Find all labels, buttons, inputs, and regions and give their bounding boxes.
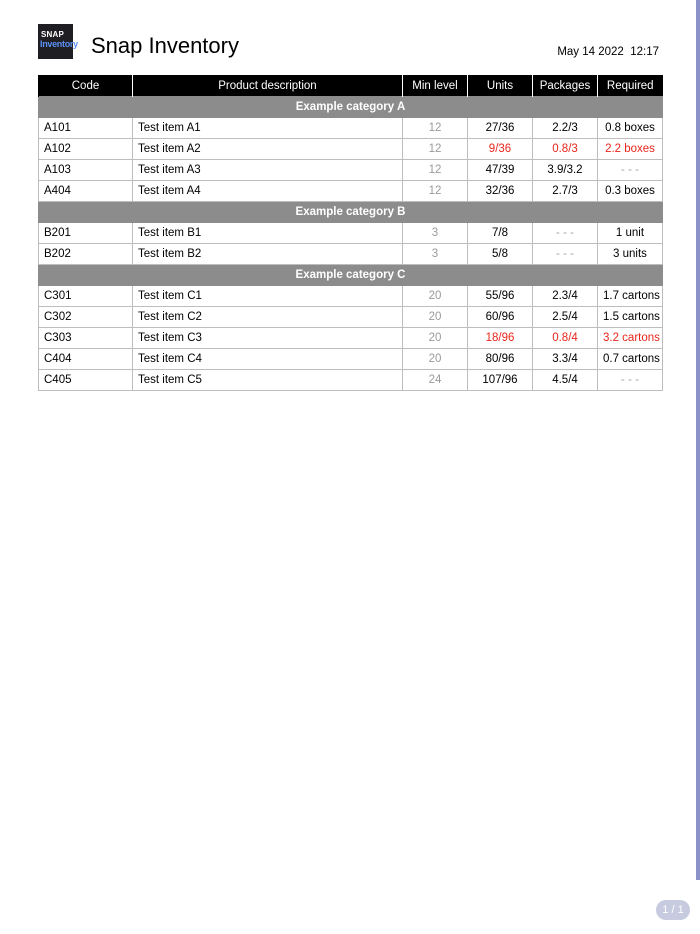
cell-required: 1 unit (598, 223, 663, 244)
cell-units: 27/36 (468, 118, 533, 139)
cell-required: - - - (598, 370, 663, 391)
table-row (39, 307, 663, 328)
category-row (39, 202, 663, 223)
cell-min-level: 20 (403, 349, 468, 370)
cell-min-level: 12 (403, 181, 468, 202)
cell-min-level: 20 (403, 307, 468, 328)
table-body (39, 97, 663, 391)
table-row (39, 139, 663, 160)
cell-packages: 3.9/3.2 (533, 160, 598, 181)
cell-code: A103 (39, 160, 133, 181)
cell-units: 60/96 (468, 307, 533, 328)
cell-required: 1.5 cartons (598, 307, 663, 328)
table-row (39, 223, 663, 244)
cell-required: 3 units (598, 244, 663, 265)
inventory-table (38, 75, 663, 391)
cell-description: Test item A4 (133, 181, 403, 202)
cell-code: B201 (39, 223, 133, 244)
table-row (39, 181, 663, 202)
cell-units: 7/8 (468, 223, 533, 244)
cell-code: A404 (39, 181, 133, 202)
cell-packages: - - - (533, 244, 598, 265)
table-row (39, 328, 663, 349)
cell-min-level: 3 (403, 244, 468, 265)
cell-units: 47/39 (468, 160, 533, 181)
cell-units: 5/8 (468, 244, 533, 265)
cell-units: 107/96 (468, 370, 533, 391)
table-row (39, 370, 663, 391)
category-row (39, 265, 663, 286)
logo-text-snap: SNAP (41, 30, 65, 39)
cell-description: Test item A1 (133, 118, 403, 139)
cell-units: 32/36 (468, 181, 533, 202)
column-header-description: Product description (133, 75, 403, 97)
cell-required: 0.8 boxes (598, 118, 663, 139)
table-row (39, 286, 663, 307)
cell-description: Test item A3 (133, 160, 403, 181)
cell-description: Test item C1 (133, 286, 403, 307)
cell-description: Test item C2 (133, 307, 403, 328)
app-logo (38, 24, 78, 59)
cell-required: - - - (598, 160, 663, 181)
cell-code: C302 (39, 307, 133, 328)
cell-required: 0.3 boxes (598, 181, 663, 202)
cell-description: Test item B1 (133, 223, 403, 244)
category-label: Example category A (39, 97, 663, 118)
cell-packages: 2.2/3 (533, 118, 598, 139)
cell-min-level: 24 (403, 370, 468, 391)
cell-code: C405 (39, 370, 133, 391)
cell-code: A102 (39, 139, 133, 160)
cell-min-level: 3 (403, 223, 468, 244)
report-date: May 14 2022 12:17 (557, 46, 659, 58)
cell-description: Test item B2 (133, 244, 403, 265)
cell-packages: - - - (533, 223, 598, 244)
cell-description: Test item C3 (133, 328, 403, 349)
category-label: Example category B (39, 202, 663, 223)
cell-packages: 2.5/4 (533, 307, 598, 328)
cell-min-level: 12 (403, 160, 468, 181)
cell-code: C404 (39, 349, 133, 370)
cell-required: 1.7 cartons (598, 286, 663, 307)
logo-text-inventory: Inventory (40, 39, 78, 49)
cell-code: B202 (39, 244, 133, 265)
cell-description: Test item C4 (133, 349, 403, 370)
cell-min-level: 20 (403, 328, 468, 349)
cell-units: 9/36 (468, 139, 533, 160)
page-indicator: 1 / 1 (656, 900, 690, 920)
cell-min-level: 20 (403, 286, 468, 307)
cell-min-level: 12 (403, 118, 468, 139)
cell-description: Test item C5 (133, 370, 403, 391)
cell-min-level: 12 (403, 139, 468, 160)
cell-code: C301 (39, 286, 133, 307)
cell-packages: 2.7/3 (533, 181, 598, 202)
column-header-units: Units (468, 75, 533, 97)
cell-code: A101 (39, 118, 133, 139)
cell-packages: 3.3/4 (533, 349, 598, 370)
table-header-row (39, 75, 663, 97)
cell-units: 55/96 (468, 286, 533, 307)
table-row (39, 244, 663, 265)
cell-units: 80/96 (468, 349, 533, 370)
table-row (39, 349, 663, 370)
column-header-required: Required (598, 75, 663, 97)
page-title: Snap Inventory (91, 33, 239, 58)
category-row (39, 97, 663, 118)
cell-description: Test item A2 (133, 139, 403, 160)
cell-required: 2.2 boxes (598, 139, 663, 160)
page-edge (696, 0, 700, 880)
column-header-packages: Packages (533, 75, 598, 97)
table-row (39, 118, 663, 139)
cell-packages: 2.3/4 (533, 286, 598, 307)
column-header-min-level: Min level (403, 75, 468, 97)
table-row (39, 160, 663, 181)
cell-packages: 0.8/3 (533, 139, 598, 160)
cell-units: 18/96 (468, 328, 533, 349)
cell-required: 0.7 cartons (598, 349, 663, 370)
category-label: Example category C (39, 265, 663, 286)
cell-code: C303 (39, 328, 133, 349)
cell-packages: 4.5/4 (533, 370, 598, 391)
cell-packages: 0.8/4 (533, 328, 598, 349)
column-header-code: Code (39, 75, 133, 97)
cell-required: 3.2 cartons (598, 328, 663, 349)
